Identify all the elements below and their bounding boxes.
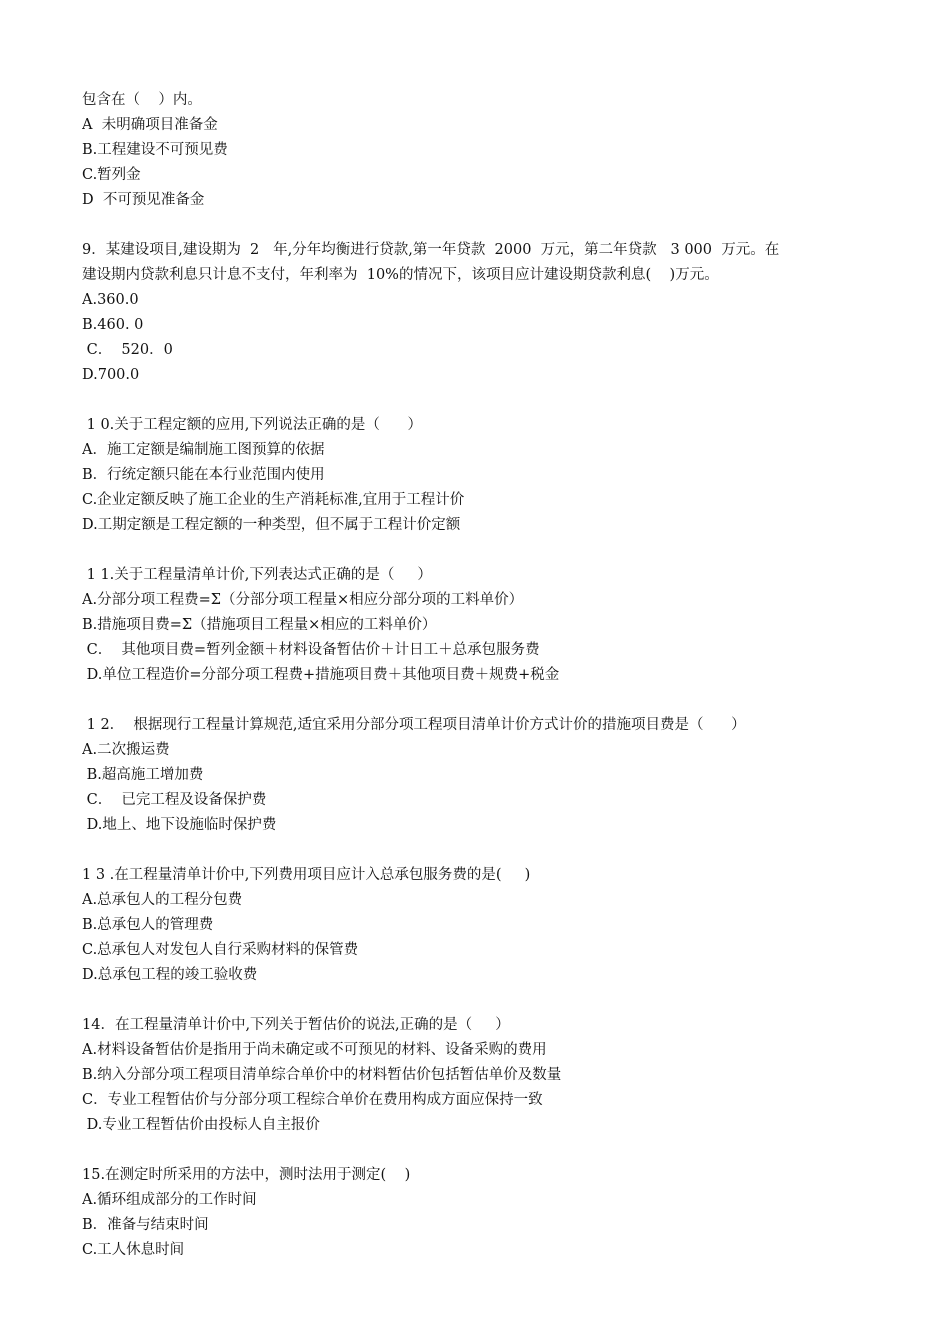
question-12 [82, 713, 882, 838]
document-page [82, 88, 882, 1263]
question-11-option-c: C． 其他项目费=暂列金额＋材料设备暂估价＋计日工＋总承包服务费 [82, 642, 540, 658]
question-14 [82, 1013, 882, 1138]
question-9 [82, 238, 882, 388]
spacer [82, 1138, 882, 1163]
question-14-option-c: C．专业工程暂估价与分部分项工程综合单价在费用构成方面应保持一致 [82, 1092, 543, 1108]
question-14-option-d: D.专业工程暂估价由投标人自主报价 [82, 1117, 320, 1133]
question-8-option-b: B.工程建设不可预见费 [82, 142, 228, 158]
question-9-stem-line-1: 9．某建设项目,建设期为 2 年,分年均衡进行贷款,第一年贷款 2000 万元，第二年贷款 3 000 万元。在 [82, 242, 780, 258]
question-12-option-b: B.超高施工增加费 [82, 767, 204, 783]
question-10-stem: 1 0.关于工程定额的应用,下列说法正确的是（ ） [82, 417, 423, 433]
question-12-option-a: A.二次搬运费 [82, 742, 170, 758]
question-10-option-c: C.企业定额反映了施工企业的生产消耗标准,宜用于工程计价 [82, 492, 465, 508]
question-13-option-a: A.总承包人的工程分包费 [82, 892, 243, 908]
question-8-stem-tail: 包含在（ ）内。 [82, 92, 202, 108]
question-8-option-d: D 不可预见准备金 [82, 192, 205, 208]
question-11-option-d: D.单位工程造价=分部分项工程费+措施项目费＋其他项目费＋规费+税金 [82, 667, 560, 683]
question-11-stem: 1 1.关于工程量清单计价,下列表达式正确的是（ ） [82, 567, 432, 583]
question-9-option-c: C． 520．0 [82, 342, 173, 358]
question-9-option-a: A.360.0 [82, 292, 139, 308]
question-10-option-a: A．施工定额是编制施工图预算的依据 [82, 442, 325, 458]
question-10-option-b: B．行统定额只能在本行业范围内使用 [82, 467, 325, 483]
question-9-option-d: D.700.0 [82, 367, 140, 383]
question-13 [82, 863, 882, 988]
question-12-stem: 1 2． 根据现行工程量计算规范,适宜采用分部分项工程项目清单计价方式计价的措施项目费是（ ） [82, 717, 746, 733]
question-11 [82, 563, 882, 688]
spacer [82, 988, 882, 1013]
spacer [82, 213, 882, 238]
question-10 [82, 413, 882, 538]
question-14-option-b: B.纳入分部分项工程项目清单综合单价中的材料暂估价包括暂估单价及数量 [82, 1067, 562, 1083]
question-13-stem: 1 3 .在工程量清单计价中,下列费用项目应计入总承包服务费的是( ) [82, 867, 531, 883]
question-8-option-c: C.暂列金 [82, 167, 141, 183]
spacer [82, 388, 882, 413]
question-12-option-d: D.地上、地下设施临时保护费 [82, 817, 277, 833]
question-13-option-d: D.总承包工程的竣工验收费 [82, 967, 258, 983]
question-15-stem: 15.在测定时所采用的方法中，测时法用于测定( ) [82, 1167, 411, 1183]
question-14-stem: 14．在工程量清单计价中,下列关于暂估价的说法,正确的是（ ） [82, 1017, 510, 1033]
question-13-option-c: C.总承包人对发包人自行采购材料的保管费 [82, 942, 359, 958]
question-12-option-c: C． 已完工程及设备保护费 [82, 792, 267, 808]
question-14-option-a: A.材料设备暂估价是指用于尚未确定或不可预见的材料、设备采购的费用 [82, 1042, 547, 1058]
question-11-option-b: B.措施项目费=Σ（措施项目工程量×相应的工料单价） [82, 617, 437, 633]
question-8-option-a: A 未明确项目准备金 [82, 117, 218, 133]
question-10-option-d: D.工期定额是工程定额的一种类型，但不属于工程计价定额 [82, 517, 461, 533]
question-9-stem-line-2: 建设期内贷款利息只计息不支付，年利率为 10%的情况下，该项目应计建设期贷款利息( )万元。 [82, 267, 719, 283]
question-15-option-b: B．准备与结束时间 [82, 1217, 209, 1233]
question-11-option-a: A.分部分项工程费=Σ（分部分项工程量×相应分部分项的工料单价） [82, 592, 524, 608]
question-13-option-b: B.总承包人的管理费 [82, 917, 214, 933]
spacer [82, 688, 882, 713]
spacer [82, 538, 882, 563]
question-15-option-a: A.循环组成部分的工作时间 [82, 1192, 257, 1208]
spacer [82, 838, 882, 863]
question-15 [82, 1163, 882, 1263]
question-9-option-b: B.460. 0 [82, 317, 144, 333]
question-8-tail [82, 88, 882, 213]
question-15-option-c: C.工人休息时间 [82, 1242, 185, 1258]
